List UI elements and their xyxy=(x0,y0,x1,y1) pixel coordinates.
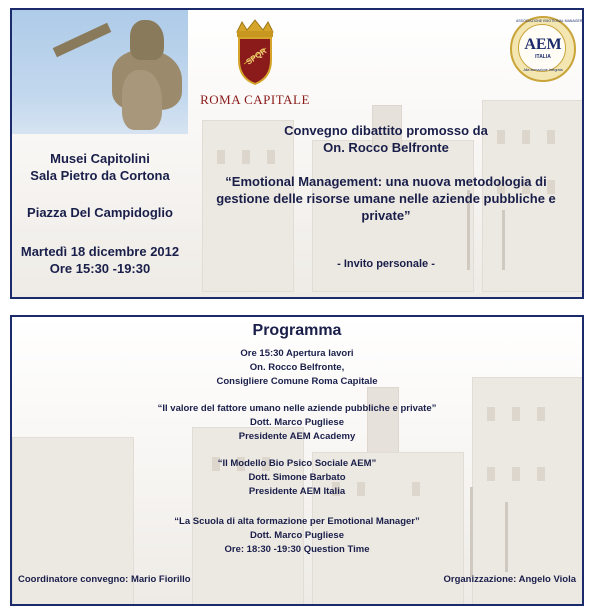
programme-item-2-line2: Dott. Marco Pugliese xyxy=(250,417,344,428)
roma-capitale-logo xyxy=(200,18,310,108)
programme-item-1-line1: Ore 15:30 Apertura lavori xyxy=(240,348,354,359)
personal-invite: - Invito personale - xyxy=(337,258,435,270)
invitation-panel xyxy=(10,8,584,299)
aem-logo xyxy=(510,16,583,82)
aem-main-text: AEM xyxy=(524,36,562,53)
programme-item-3-line2: Dott. Simone Barbato xyxy=(248,472,346,483)
programme-item-1-line3: Consigliere Comune Roma Capitale xyxy=(216,376,378,387)
programme-item-3-line1: “Il Modello Bio Psico Sociale AEM” xyxy=(217,458,377,469)
venue-room: Sala Pietro da Cortona xyxy=(30,168,170,183)
marcus-aurelius-photo xyxy=(12,10,188,134)
programme-item-2-line1: “Il valore del fattore umano nelle aziende pubbliche e private” xyxy=(157,403,437,414)
organizer: Organizzazione: Angelo Viola xyxy=(443,574,576,585)
event-title-line2: gestione delle risorse umane nelle aziende pubbliche e xyxy=(216,191,556,206)
event-date: Martedì 18 dicembre 2012 xyxy=(20,244,180,259)
programme-item-2-line3: Presidente AEM Academy xyxy=(238,431,356,442)
venue-square: Piazza Del Campidoglio xyxy=(27,205,173,220)
event-title-line1: “Emotional Management: una nuova metodologia di xyxy=(225,174,547,189)
promoter-name: On. Rocco Belfronte xyxy=(323,140,449,155)
roma-crest-letters: SPQR xyxy=(244,46,269,67)
event-title-line3: private” xyxy=(361,208,411,223)
aem-ring-text: ASSOCIAZIONE EMOTIONAL MANAGER xyxy=(516,19,583,23)
programme-heading: Programma xyxy=(252,322,342,339)
event-time: Ore 15:30 -19:30 xyxy=(49,261,151,276)
programme-item-3-line3: Presidente AEM Italia xyxy=(248,486,346,497)
roma-capitale-text: ROMA CAPITALE xyxy=(200,92,310,107)
promoted-by: Convegno dibattito promosso da xyxy=(284,123,488,138)
programme-panel xyxy=(10,315,584,606)
aem-bottom-text: Alta formazione Integrata xyxy=(523,68,563,72)
venue-museum: Musei Capitolini xyxy=(50,151,150,166)
programme-item-1-line2: On. Rocco Belfronte, xyxy=(249,362,345,373)
programme-item-4-line3: Ore: 18:30 -19:30 Question Time xyxy=(224,544,370,555)
coordinator: Coordinatore convegno: Mario Fiorillo xyxy=(18,574,191,585)
programme-item-4-line1: “La Scuola di alta formazione per Emotional Manager” xyxy=(174,516,420,527)
aem-sub-text: ITALIA xyxy=(535,54,551,60)
programme-item-4-line2: Dott. Marco Pugliese xyxy=(250,530,344,541)
